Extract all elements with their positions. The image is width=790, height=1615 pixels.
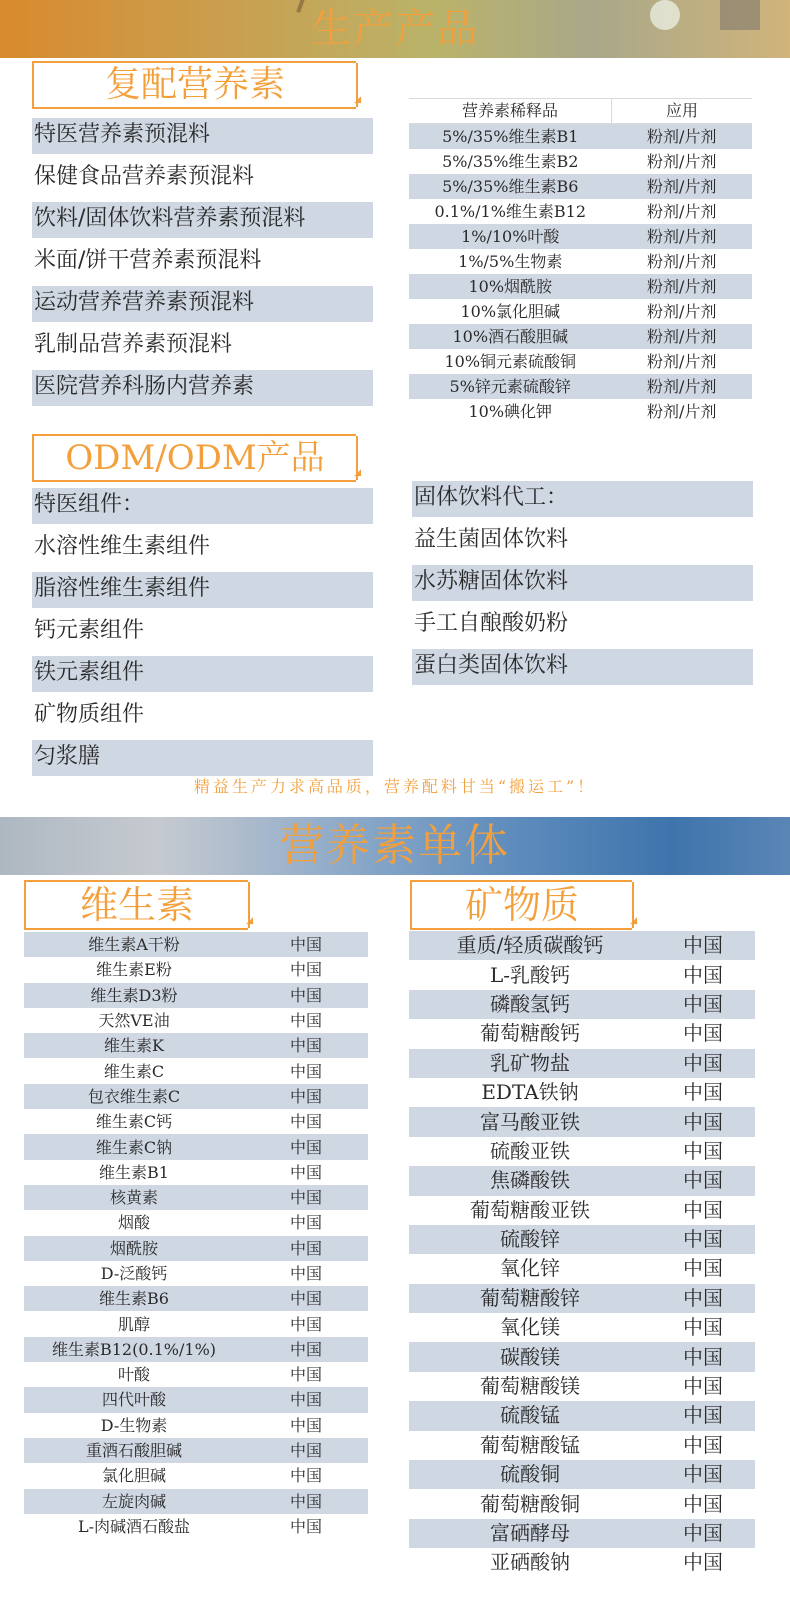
list-item <box>409 607 753 649</box>
list-item-label: 益生菌固体饮料 <box>414 527 569 552</box>
product-name-cell: 5%锌元素硫酸锌 <box>409 374 612 399</box>
list-item <box>29 614 373 656</box>
list-item-label: 矿物质组件 <box>34 702 145 727</box>
table-row <box>24 1438 368 1463</box>
origin-cell: 中国 <box>289 960 322 980</box>
table-row <box>409 1166 755 1195</box>
product-name-cell: 富硒酵母 <box>409 1519 651 1548</box>
list-item <box>29 530 373 572</box>
table-row <box>409 199 752 224</box>
table-row <box>24 1109 368 1134</box>
table-row <box>409 1431 755 1460</box>
product-name-cell: 硫酸锰 <box>409 1401 651 1430</box>
product-name-cell: 重酒石酸胆碱 <box>24 1438 244 1463</box>
table-row <box>409 1401 755 1430</box>
section-title: 复配营养素 <box>104 64 285 105</box>
list-item <box>29 160 373 202</box>
origin-cell: 中国 <box>289 1516 322 1536</box>
product-name-cell: 维生素C <box>103 1061 165 1081</box>
origin-cell: 中国 <box>289 1365 322 1385</box>
table-row <box>409 249 752 274</box>
list-item <box>29 286 373 328</box>
product-name-cell: 葡萄糖酸锰 <box>480 1432 580 1457</box>
table-row <box>409 1489 755 1518</box>
product-name-cell: 亚硒酸钠 <box>490 1550 570 1575</box>
product-name-cell: 硫酸铜 <box>409 1460 651 1489</box>
list-item <box>409 565 753 607</box>
table-row <box>24 1362 368 1387</box>
product-name-cell: L-肉碱酒石酸盐 <box>77 1516 191 1536</box>
list-item <box>29 488 373 530</box>
origin-cell: 中国 <box>244 1134 368 1159</box>
product-name-cell: 烟酰胺 <box>24 1236 244 1261</box>
origin-cell: 中国 <box>289 1213 322 1233</box>
origin-cell: 中国 <box>651 1107 755 1136</box>
origin-cell: 中国 <box>244 932 368 957</box>
corner-mark: ◢ <box>354 95 361 105</box>
origin-cell: 中国 <box>651 1460 755 1489</box>
list-item <box>29 202 373 244</box>
application-cell: 粉剂/片剂 <box>612 224 753 249</box>
table-row <box>24 1210 368 1235</box>
table-row <box>24 957 368 982</box>
product-name-cell: 氯化胆碱 <box>101 1466 166 1486</box>
application-cell: 粉剂/片剂 <box>612 174 753 199</box>
table-row <box>409 1284 755 1313</box>
product-name-cell: D-泛酸钙 <box>100 1264 168 1283</box>
table-row <box>409 1196 755 1225</box>
table-row <box>24 1463 368 1488</box>
origin-cell: 中国 <box>683 1374 723 1399</box>
application-cell: 粉剂/片剂 <box>647 352 717 371</box>
table-row <box>409 1342 755 1371</box>
list-item-label: 特医组件： <box>32 488 373 524</box>
product-name-cell: 5%/35%维生素B6 <box>409 174 612 199</box>
table-row <box>409 274 752 299</box>
list-item-label: 匀浆膳 <box>32 740 373 776</box>
product-name-cell: 维生素C钠 <box>24 1134 244 1159</box>
table-row <box>409 960 755 989</box>
product-name-cell: 维生素E粉 <box>96 960 172 980</box>
section-header-compound-nutrients <box>32 61 361 109</box>
list-item <box>409 523 753 565</box>
product-name-cell: 葡萄糖酸亚铁 <box>470 1197 590 1222</box>
table-row <box>24 932 368 957</box>
table-header-cell: 营养素稀释品 <box>409 99 612 124</box>
table-row <box>24 1261 368 1286</box>
table-row <box>24 1337 368 1362</box>
table-row <box>24 1311 368 1336</box>
compound-nutrients-list <box>29 118 373 412</box>
table-row <box>409 1049 755 1078</box>
product-name-cell: 包衣维生素C <box>24 1084 244 1109</box>
product-name-cell: 硫酸锌 <box>409 1225 651 1254</box>
list-item-label: 运动营养营养素预混料 <box>32 286 373 322</box>
table-row <box>24 1236 368 1261</box>
product-name-cell: 10%氯化胆碱 <box>460 302 561 321</box>
list-item <box>29 572 373 614</box>
table-row <box>409 124 752 150</box>
table-row <box>409 224 752 249</box>
origin-cell: 中国 <box>244 1489 368 1514</box>
origin-cell: 中国 <box>683 1432 723 1457</box>
application-cell: 粉剂/片剂 <box>647 202 717 221</box>
table-row <box>24 1058 368 1083</box>
list-item-label: 蛋白类固体饮料 <box>412 649 753 685</box>
table-row <box>409 1107 755 1136</box>
list-item <box>409 649 753 691</box>
table-row <box>409 399 752 424</box>
list-item-label: 乳制品营养素预混料 <box>34 332 233 357</box>
table-row <box>409 1460 755 1489</box>
product-name-cell: 富马酸亚铁 <box>409 1107 651 1136</box>
product-name-cell: 焦磷酸铁 <box>409 1166 651 1195</box>
application-cell: 粉剂/片剂 <box>612 374 753 399</box>
origin-cell: 中国 <box>289 1264 322 1283</box>
table-row <box>24 1489 368 1514</box>
product-name-cell: 氧化镁 <box>500 1315 560 1340</box>
vitamins-table <box>24 932 368 1539</box>
origin-cell: 中国 <box>651 931 755 960</box>
product-name-cell: 10%碘化钾 <box>468 402 553 421</box>
origin-cell: 中国 <box>244 1438 368 1463</box>
application-cell: 粉剂/片剂 <box>647 402 717 421</box>
product-name-cell: EDTA铁钠 <box>481 1080 579 1105</box>
table-row <box>409 174 752 199</box>
product-name-cell: 烟酸 <box>117 1213 150 1233</box>
table-header-row <box>409 99 752 124</box>
banner-production-products <box>0 0 790 58</box>
origin-cell: 中国 <box>683 1197 723 1222</box>
table-row <box>24 1033 368 1058</box>
origin-cell: 中国 <box>244 1236 368 1261</box>
table-row <box>24 1185 368 1210</box>
product-name-cell: 叶酸 <box>117 1365 150 1385</box>
product-name-cell: D-生物素 <box>100 1415 168 1435</box>
table-row <box>24 1286 368 1311</box>
section-header-odm-products <box>32 434 361 482</box>
origin-cell: 中国 <box>683 1256 723 1281</box>
list-item-label: 水苏糖固体饮料 <box>412 565 753 601</box>
list-item <box>29 244 373 286</box>
table-row <box>409 990 755 1019</box>
product-name-cell: 维生素B12(0.1%/1%) <box>24 1337 244 1362</box>
list-item-label: 保健食品营养素预混料 <box>34 164 255 189</box>
origin-cell: 中国 <box>289 1011 322 1031</box>
list-item-label: 特医营养素预混料 <box>32 118 373 154</box>
origin-cell: 中国 <box>651 1401 755 1430</box>
origin-cell: 中国 <box>244 1084 368 1109</box>
product-name-cell: 1%/5%生物素 <box>458 252 563 271</box>
origin-cell: 中国 <box>651 990 755 1019</box>
list-item-label: 手工自酿酸奶粉 <box>414 611 569 636</box>
table-row <box>24 1084 368 1109</box>
origin-cell: 中国 <box>244 1286 368 1311</box>
origin-cell: 中国 <box>244 983 368 1008</box>
origin-cell: 中国 <box>244 1185 368 1210</box>
list-item-label: 米面/饼干营养素预混料 <box>34 248 262 273</box>
table-row <box>409 374 752 399</box>
product-name-cell: 葡萄糖酸锌 <box>409 1284 651 1313</box>
table-row <box>409 1137 755 1166</box>
product-name-cell: 磷酸氢钙 <box>409 990 651 1019</box>
table-row <box>409 324 752 349</box>
product-name-cell: 葡萄糖酸钙 <box>480 1021 580 1046</box>
origin-cell: 中国 <box>651 1225 755 1254</box>
origin-cell: 中国 <box>683 1315 723 1340</box>
banner-title: 营养素单体 <box>280 820 510 871</box>
product-name-cell: 维生素B1 <box>99 1162 169 1182</box>
product-name-cell: 5%/35%维生素B2 <box>442 152 579 171</box>
slogan-text: 精益生产力求高品质，营养配料甘当“搬运工”！ <box>193 777 597 796</box>
table-row <box>24 983 368 1008</box>
origin-cell: 中国 <box>683 1550 723 1575</box>
product-name-cell: 四代叶酸 <box>24 1387 244 1412</box>
table-row <box>409 149 752 174</box>
application-cell: 粉剂/片剂 <box>612 274 753 299</box>
origin-cell: 中国 <box>244 1387 368 1412</box>
list-item-label: 医院营养科肠内营养素 <box>32 370 373 406</box>
product-name-cell: 维生素A干粉 <box>24 932 244 957</box>
product-name-cell: 10%烟酰胺 <box>409 274 612 299</box>
origin-cell: 中国 <box>651 1049 755 1078</box>
table-row <box>24 1160 368 1185</box>
list-item-label: 脂溶性维生素组件 <box>32 572 373 608</box>
origin-cell: 中国 <box>289 1112 322 1132</box>
origin-cell: 中国 <box>683 1080 723 1105</box>
section-title: 矿物质 <box>464 883 579 927</box>
section-title: 维生素 <box>79 883 194 927</box>
product-name-cell: 维生素B6 <box>24 1286 244 1311</box>
table-header-cell: 应用 <box>612 99 753 124</box>
table-row <box>24 1387 368 1412</box>
list-item-label: 水溶性维生素组件 <box>34 534 211 559</box>
product-name-cell: L-乳酸钙 <box>489 962 571 987</box>
banner-title: 生产产品 <box>311 6 479 52</box>
list-item <box>29 370 373 412</box>
origin-cell: 中国 <box>289 1162 322 1182</box>
origin-cell: 中国 <box>244 1033 368 1058</box>
odm-products-list <box>29 488 373 782</box>
list-item <box>29 698 373 740</box>
origin-cell: 中国 <box>651 1284 755 1313</box>
section-header-minerals <box>410 880 637 930</box>
product-name-cell: 氧化锌 <box>500 1256 560 1281</box>
product-name-cell: 维生素D3粉 <box>24 983 244 1008</box>
list-item-label: 钙元素组件 <box>34 618 145 643</box>
dilution-products-table <box>409 98 752 424</box>
table-row <box>24 1413 368 1438</box>
origin-cell: 中国 <box>683 1021 723 1046</box>
table-row <box>409 931 755 960</box>
application-cell: 粉剂/片剂 <box>647 252 717 271</box>
table-row <box>24 1134 368 1159</box>
table-row <box>409 1078 755 1107</box>
product-name-cell: 10%铜元素硫酸铜 <box>444 352 577 371</box>
list-item <box>29 118 373 160</box>
list-item <box>29 656 373 698</box>
product-name-cell: 维生素K <box>24 1033 244 1058</box>
corner-mark: ◢ <box>246 916 253 926</box>
table-row <box>409 349 752 374</box>
product-name-cell: 肌醇 <box>117 1314 150 1334</box>
product-name-cell: 1%/10%叶酸 <box>409 224 612 249</box>
table-row <box>409 1548 755 1577</box>
product-name-cell: 维生素C钙 <box>95 1112 173 1132</box>
list-item <box>409 481 753 523</box>
section-title: ODM/ODM产品 <box>65 438 325 478</box>
section-header-vitamins <box>24 880 253 930</box>
minerals-table <box>409 931 755 1578</box>
product-name-cell: 核黄素 <box>24 1185 244 1210</box>
product-name-cell: 硫酸亚铁 <box>490 1138 570 1163</box>
product-name-cell: 天然VE油 <box>98 1011 170 1031</box>
application-cell: 粉剂/片剂 <box>612 324 753 349</box>
table-row <box>409 299 752 324</box>
table-row <box>409 1519 755 1548</box>
origin-cell: 中国 <box>651 1166 755 1195</box>
application-cell: 粉剂/片剂 <box>647 302 717 321</box>
origin-cell: 中国 <box>289 1314 322 1334</box>
product-name-cell: 左旋肉碱 <box>24 1489 244 1514</box>
solid-drink-oem-list <box>409 481 753 691</box>
application-cell: 粉剂/片剂 <box>647 152 717 171</box>
product-name-cell: 5%/35%维生素B1 <box>409 124 612 150</box>
product-name-cell: 葡萄糖酸镁 <box>480 1374 580 1399</box>
origin-cell: 中国 <box>289 1466 322 1486</box>
list-item <box>29 328 373 370</box>
table-row <box>409 1019 755 1048</box>
product-name-cell: 乳矿物盐 <box>409 1049 651 1078</box>
application-cell: 粉剂/片剂 <box>612 124 753 150</box>
product-name-cell: 重质/轻质碳酸钙 <box>409 931 651 960</box>
origin-cell: 中国 <box>683 1491 723 1516</box>
table-row <box>409 1254 755 1283</box>
table-row <box>24 1514 368 1539</box>
origin-cell: 中国 <box>683 1138 723 1163</box>
origin-cell: 中国 <box>244 1337 368 1362</box>
origin-cell: 中国 <box>289 1415 322 1435</box>
list-item-label: 铁元素组件 <box>32 656 373 692</box>
origin-cell: 中国 <box>683 962 723 987</box>
table-row <box>409 1313 755 1342</box>
product-name-cell: 碳酸镁 <box>409 1342 651 1371</box>
origin-cell: 中国 <box>289 1061 322 1081</box>
list-item-label: 固体饮料代工： <box>412 481 753 517</box>
corner-mark: ◢ <box>354 468 361 478</box>
table-row <box>24 1008 368 1033</box>
product-name-cell: 10%酒石酸胆碱 <box>409 324 612 349</box>
table-row <box>409 1225 755 1254</box>
product-name-cell: 0.1%/1%维生素B12 <box>434 202 587 221</box>
banner-nutrient-monomers <box>0 817 790 875</box>
corner-mark: ◢ <box>630 916 637 926</box>
product-name-cell: 葡萄糖酸铜 <box>480 1491 580 1516</box>
list-item-label: 饮料/固体饮料营养素预混料 <box>32 202 373 238</box>
table-row <box>409 1372 755 1401</box>
origin-cell: 中国 <box>651 1519 755 1548</box>
origin-cell: 中国 <box>651 1342 755 1371</box>
